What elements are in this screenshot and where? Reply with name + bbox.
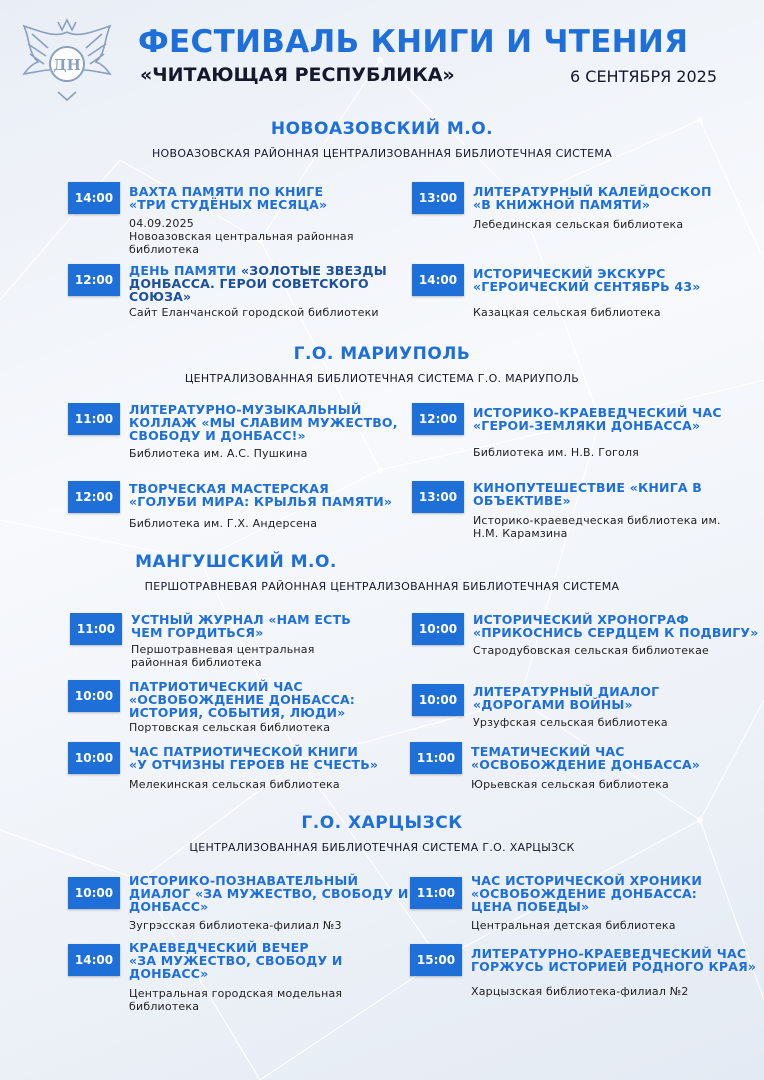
event-time: 10:00 [68,877,120,909]
event-title: ИСТОРИКО-ПОЗНАВАТЕЛЬНЫЙ ДИАЛОГ «ЗА МУЖЕСТВО, СВОБОДУ И ДОНБАСС» [129,873,409,914]
event-description: Центральная детская библиотека [471,919,676,932]
event-title: ТВОРЧЕСКАЯ МАСТЕРСКАЯ «ГОЛУБИ МИРА: КРЫЛЬЯ ПАМЯТИ» [129,481,393,509]
event-title: ЛИТЕРАТУРНЫЙ КАЛЕЙДОСКОП «В КНИЖНОЙ ПАМЯТИ» [473,184,712,212]
event-time: 13:00 [412,481,464,513]
event-title: КИНОПУТЕШЕСТВИЕ «КНИГА В ОБЪЕКТИВЕ» [473,480,703,508]
event-time: 10:00 [68,680,120,712]
event-title: ПАТРИОТИЧЕСКИЙ ЧАС «ОСВОБОЖДЕНИЕ ДОНБАССА: ИСТОРИЯ, СОБЫТИЯ, ЛЮДИ» [129,679,356,720]
event-description: Урзуфская сельская библиотека [473,716,668,729]
festival-date: 6 СЕНТЯБРЯ 2025 [570,67,718,86]
event-description: Портовская сельская библиотека [129,721,331,734]
event-title: УСТНЫЙ ЖУРНАЛ «НАМ ЕСТЬ ЧЕМ ГОРДИТЬСЯ» [131,612,351,640]
event-time: 10:00 [412,613,464,645]
event-description: Историко-краеведческая библиотека им. Н.М. Карамзина [473,514,721,540]
event-title: ИСТОРИКО-КРАЕВЕДЧЕСКИЙ ЧАС «ГЕРОИ-ЗЕМЛЯКИ ДОНБАССА» [473,405,722,433]
event-time: 12:00 [412,403,464,435]
event-title: ЛИТЕРАТУРНО-КРАЕВЕДЧЕСКИЙ ЧАС ГОРЖУСЬ ИСТОРИЕЙ РОДНОГО КРАЯ» [471,946,757,974]
svg-text:ДН: ДН [53,56,81,74]
event-time: 14:00 [68,944,120,976]
event-time: 12:00 [68,481,120,513]
festival-title: ФЕСТИВАЛЬ КНИГИ И ЧТЕНИЯ [138,24,689,60]
event-title: ИСТОРИЧЕСКИЙ ЭКСКУРС «ГЕРОИЧЕСКИЙ СЕНТЯБРЬ 43» [473,266,701,294]
event-title: ЛИТЕРАТУРНО-МУЗЫКАЛЬНЫЙ КОЛЛАЖ «МЫ СЛАВИМ МУЖЕСТВО, СВОБОДУ И ДОНБАСС!» [129,402,398,443]
event-description: Мелекинская сельская библиотека [129,778,340,791]
event-time: 14:00 [412,264,464,296]
section-subtitle: НОВОАЗОВСКАЯ РАЙОННАЯ ЦЕНТРАЛИЗОВАННАЯ БИБЛИОТЕЧНАЯ СИСТЕМА [151,147,613,160]
event-title: ЧАС ПАТРИОТИЧЕСКОЙ КНИГИ «У ОТЧИЗНЫ ГЕРОЕВ НЕ СЧЕСТЬ» [129,744,379,772]
event-description: Библиотека им. Г.Х. Андерсена [129,517,318,530]
event-time: 11:00 [68,403,120,435]
section-subtitle: ЦЕНТРАЛИЗОВАННАЯ БИБЛИОТЕЧНАЯ СИСТЕМА Г.О. МАРИУПОЛЬ [184,372,580,385]
event-time: 15:00 [410,944,462,976]
event-description: Библиотека им. Н.В. Гоголя [473,446,639,459]
event-description: Лебединская сельская библиотека [473,218,684,231]
section-title: Г.О. ХАРЦЫЗСК [301,813,463,833]
event-time: 14:00 [68,182,120,214]
event-time: 10:00 [412,684,464,716]
event-description: Юрьевская сельская библиотека [471,778,669,791]
event-title: КРАЕВЕДЧЕСКИЙ ВЕЧЕР «ЗА МУЖЕСТВО, СВОБОДУ И ДОНБАСС» [129,940,343,981]
event-description: Стародубовская сельская библиотекае [473,644,710,657]
section-subtitle: ЦЕНТРАЛИЗОВАННАЯ БИБЛИОТЕЧНАЯ СИСТЕМА Г.О. ХАРЦЫЗСК [189,841,575,854]
section-subtitle: ПЕРШОТРАВНЕВАЯ РАЙОННАЯ ЦЕНТРАЛИЗОВАННАЯ БИБЛИОТЕЧНАЯ СИСТЕМА [144,580,620,593]
event-title: ЛИТЕРАТУРНЫЙ ДИАЛОГ «ДОРОГАМИ ВОЙНЫ» [473,684,660,712]
event-time: 11:00 [70,613,122,645]
event-title: ИСТОРИЧЕСКИЙ ХРОНОГРАФ «ПРИКОСНИСЬ СЕРДЦЕМ К ПОДВИГУ» [473,612,759,640]
event-time: 11:00 [410,742,462,774]
event-description: Сайт Еланчанской городской библиотеки [129,306,379,319]
event-time: 13:00 [412,182,464,214]
event-description: Казацкая сельская библиотека [473,306,661,319]
event-description: 04.09.2025 Новоазовская центральная районная библиотека [129,217,354,256]
event-description: Першотравневая центральная районная библиотека [131,643,315,669]
event-description: Зугрэсская библиотека-филиал №3 [129,919,342,932]
event-title: ДЕНЬ ПАМЯТИ «ЗОЛОТЫЕ ЗВЕЗДЫ ДОНБАССА. ГЕРОИ СОВЕТСКОГО СОЮЗА» [129,263,387,304]
festival-subtitle: «ЧИТАЮЩАЯ РЕСПУБЛИКА» [140,64,455,86]
event-time: 12:00 [68,264,120,296]
section-title: Г.О. МАРИУПОЛЬ [293,344,471,364]
section-title: МАНГУШСКИЙ М.О. [135,552,337,572]
event-description: Библиотека им. А.С. Пушкина [129,447,308,460]
event-title: ВАХТА ПАМЯТИ ПО КНИГЕ «ТРИ СТУДЁНЫХ МЕСЯЦА» [129,184,328,212]
eagle-emblem-icon [18,18,116,102]
event-title: ТЕМАТИЧЕСКИЙ ЧАС «ОСВОБОЖДЕНИЕ ДОНБАССА» [471,744,701,772]
event-description: Центральная городская модельная библиотека [129,987,343,1013]
event-description: Харцызская библиотека-филиал №2 [471,985,689,998]
event-time: 11:00 [410,877,462,909]
event-time: 10:00 [68,742,120,774]
event-title: ЧАС ИСТОРИЧЕСКОЙ ХРОНИКИ «ОСВОБОЖДЕНИЕ ДОНБАССА: ЦЕНА ПОБЕДЫ» [471,873,703,914]
section-title: НОВОАЗОВСКИЙ М.О. [270,119,494,139]
